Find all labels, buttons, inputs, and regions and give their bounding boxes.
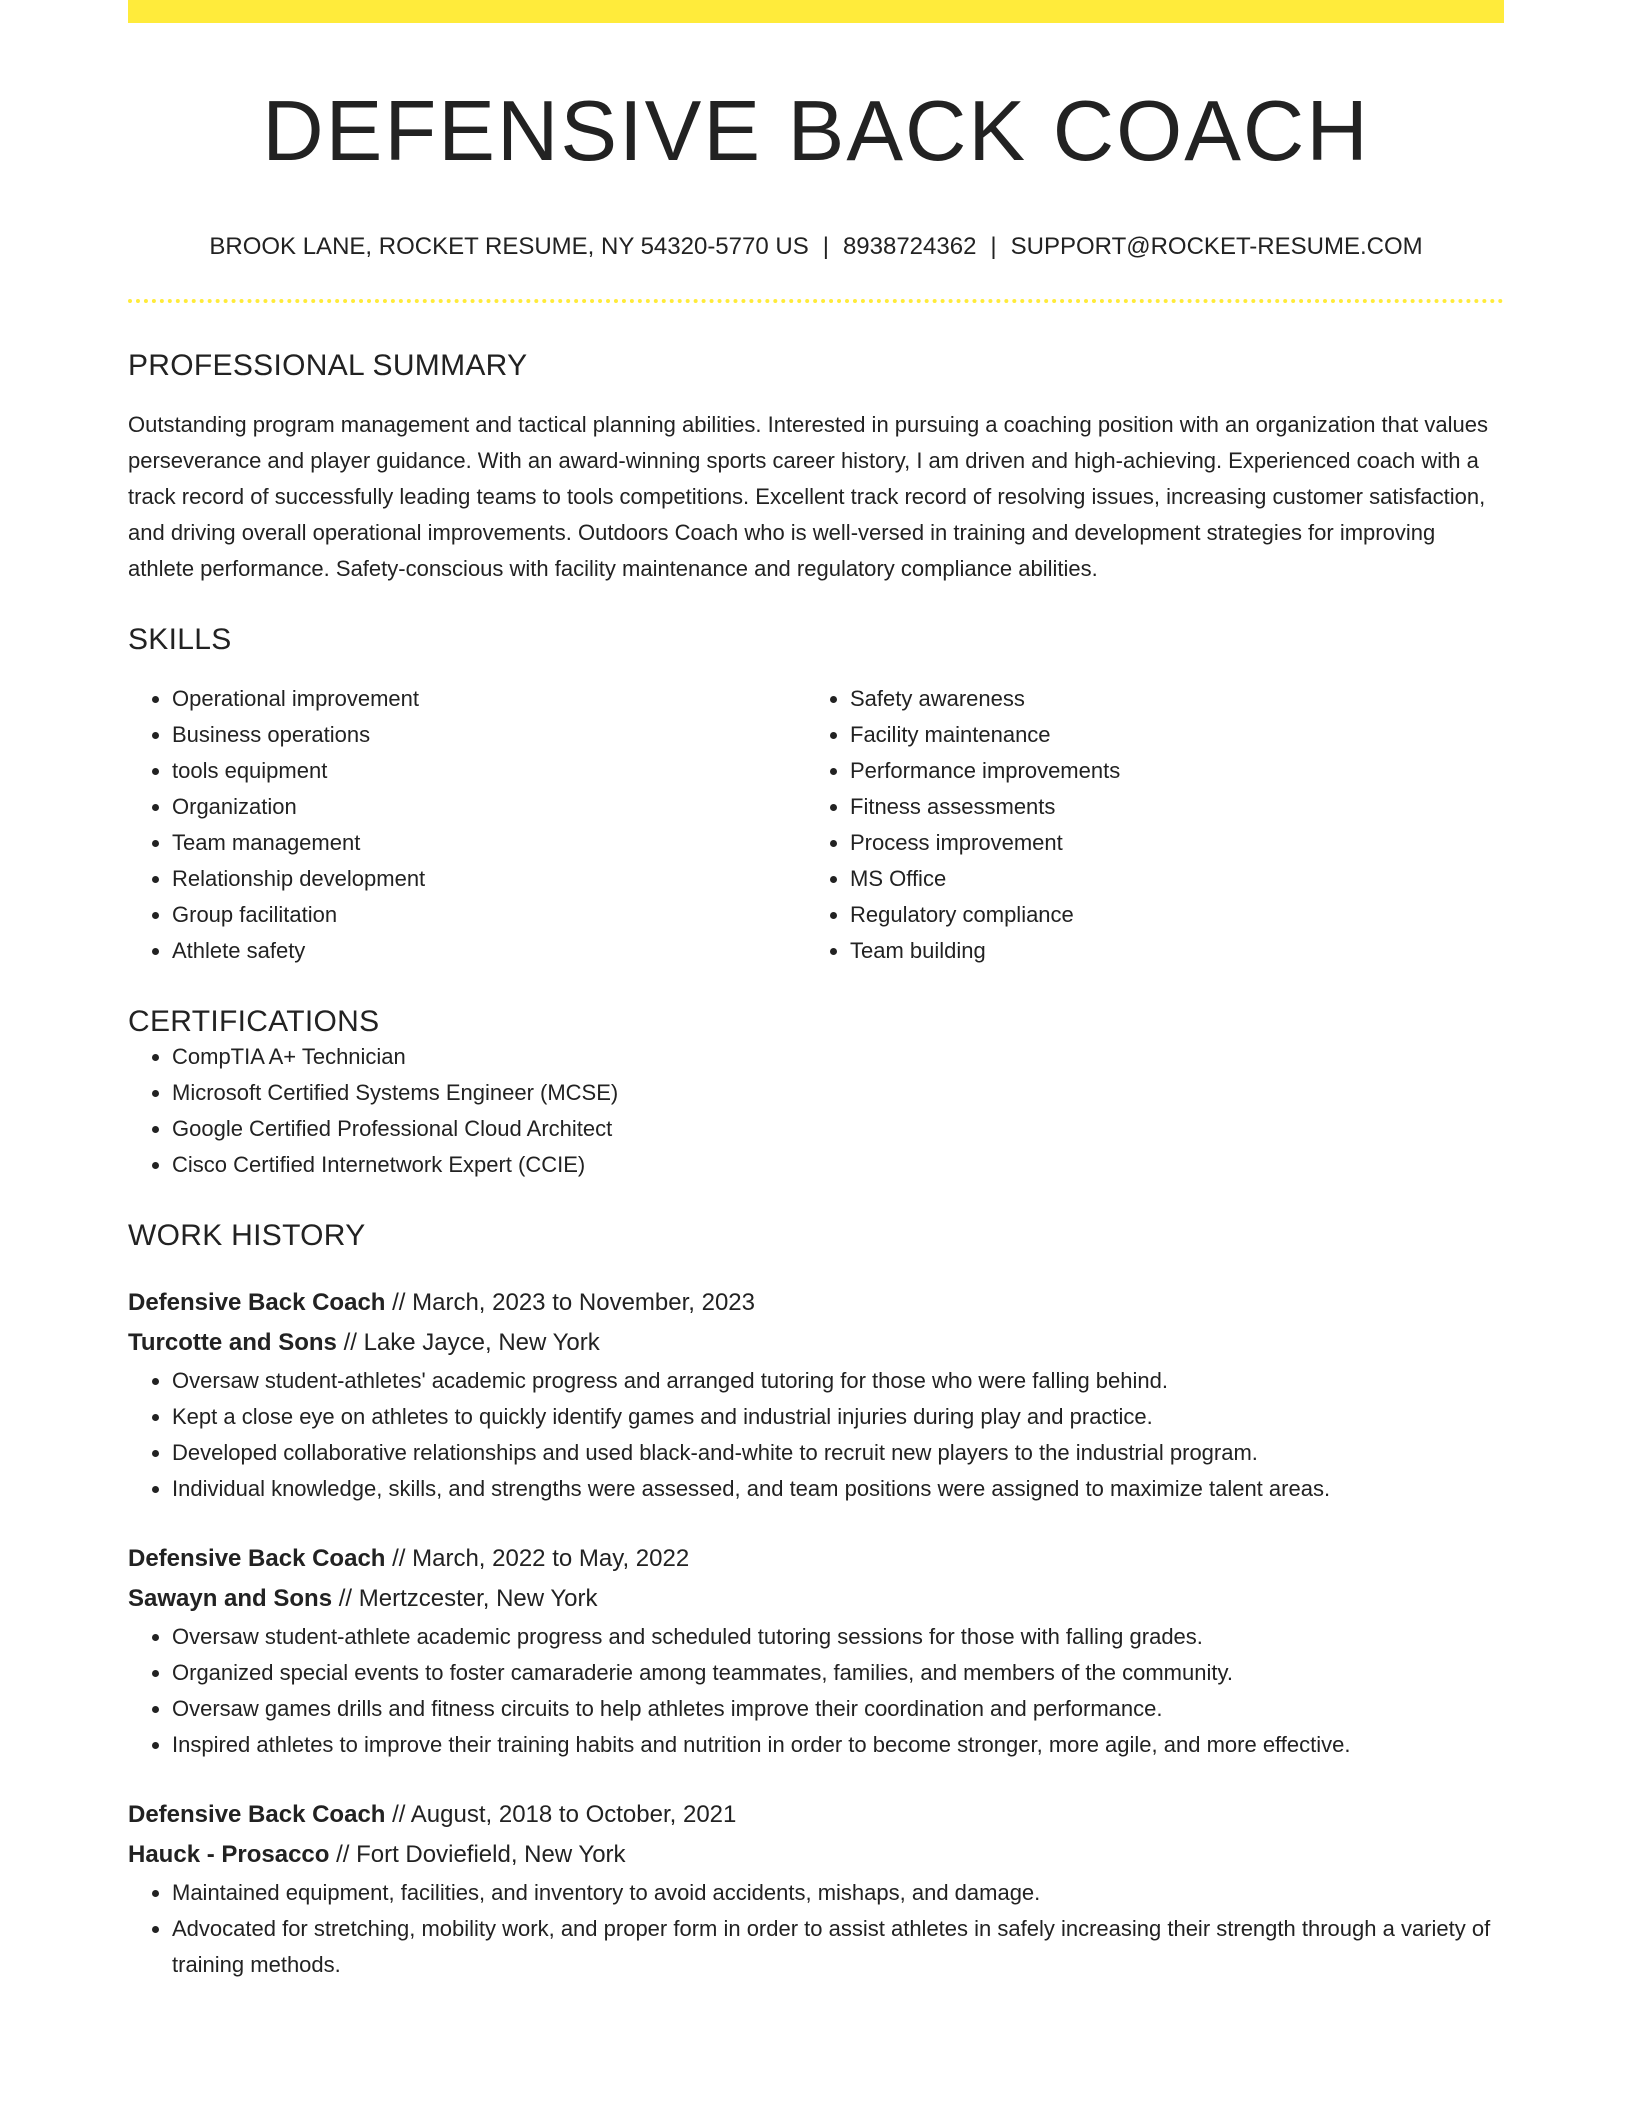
address: BROOK LANE, ROCKET RESUME, NY 54320-5770 US <box>209 232 809 260</box>
certification-item: • Google Certified Professional Cloud Architect <box>172 1111 1504 1147</box>
job-bullet: • Oversaw games drills and fitness circuits to help athletes improve their coordination and performance. <box>172 1691 1504 1727</box>
job-dates: // March, 2023 to November, 2023 <box>385 1289 755 1317</box>
job-company: Turcotte and Sons <box>128 1329 337 1357</box>
job-bullets <box>128 1875 1504 1983</box>
job-bullets <box>128 1363 1504 1507</box>
email: SUPPORT@ROCKET-RESUME.COM <box>1010 232 1423 260</box>
skill-item: • Relationship development <box>172 861 806 897</box>
job-location: // Lake Jayce, New York <box>336 1329 600 1357</box>
certification-item: • Cisco Certified Internetwork Expert (CCIE) <box>172 1147 1504 1183</box>
skills-column-right <box>806 681 1484 969</box>
job-company-line <box>128 1323 1504 1363</box>
job-bullet: • Kept a close eye on athletes to quickly identify games and industrial injuries during play and practice. <box>172 1399 1504 1435</box>
job-bullet: • Maintained equipment, facilities, and inventory to avoid accidents, mishaps, and damage. <box>172 1875 1504 1911</box>
skill-item: • Facility maintenance <box>850 717 1484 753</box>
job-bullet: • Oversaw student-athletes' academic progress and arranged tutoring for those who were falling behind. <box>172 1363 1504 1399</box>
skill-item: • Process improvement <box>850 825 1484 861</box>
skills-list-right <box>806 681 1484 969</box>
phone: 8938724362 <box>842 232 977 260</box>
job-dates: // March, 2022 to May, 2022 <box>385 1545 690 1573</box>
skill-item: • Safety awareness <box>850 681 1484 717</box>
skill-item: • Team building <box>850 933 1484 969</box>
job-entry <box>128 1283 1504 1507</box>
resume-name: DEFENSIVE BACK COACH <box>262 84 1370 179</box>
job-bullet: • Inspired athletes to improve their training habits and nutrition in order to become stronger, more agile, and more effective. <box>172 1727 1504 1763</box>
skill-item: • MS Office <box>850 861 1484 897</box>
skills-column-left <box>128 681 806 969</box>
skill-item: • Group facilitation <box>172 897 806 933</box>
skill-item: • Regulatory compliance <box>850 897 1484 933</box>
skills-title: SKILLS <box>128 623 232 657</box>
skill-item: • Team management <box>172 825 806 861</box>
job-role-line <box>128 1539 1504 1579</box>
job-location: // Mertzcester, New York <box>332 1585 598 1613</box>
skill-item: • Athlete safety <box>172 933 806 969</box>
summary-text: Outstanding program management and tactical planning abilities. Interested in pursuing a coaching position with an organization that values perseverance and player guidance. With an award-winning sports career history, I am driven and high-achieving. Experienced coach with a track record of successfully leading teams to tools competitions. Excellent track record of resolving issues, increasing customer satisfaction, and driving overall operational improvements. Outdoors Coach who is well-versed in training and development strategies for improving athlete performance. Safety-conscious with facility maintenance and regulatory compliance abilities. <box>128 412 1488 582</box>
summary-title: PROFESSIONAL SUMMARY <box>128 349 528 383</box>
contact-line <box>128 233 1504 262</box>
job-entry <box>128 1795 1504 1983</box>
job-location: // Fort Doviefield, New York <box>329 1841 626 1869</box>
certification-item: • Microsoft Certified Systems Engineer (MCSE) <box>172 1075 1504 1111</box>
contact-separator: | <box>990 232 997 260</box>
job-bullet: • Developed collaborative relationships and used black-and-white to recruit new players to the industrial program. <box>172 1435 1504 1471</box>
resume-page <box>128 0 1504 1983</box>
skill-item: • Operational improvement <box>172 681 806 717</box>
job-company-line <box>128 1835 1504 1875</box>
job-bullet: • Organized special events to foster camaraderie among teammates, families, and members of the community. <box>172 1655 1504 1691</box>
skills-grid <box>128 681 1504 969</box>
top-accent-bar <box>128 0 1504 23</box>
skill-item: • Performance improvements <box>850 753 1484 789</box>
job-bullet: • Individual knowledge, skills, and strengths were assessed, and team positions were assigned to maximize talent areas. <box>172 1471 1504 1507</box>
certifications-list <box>128 1039 1504 1183</box>
job-entry <box>128 1539 1504 1763</box>
skill-item: • Business operations <box>172 717 806 753</box>
certification-item: • CompTIA A+ Technician <box>172 1039 1504 1075</box>
skills-list-left <box>128 681 806 969</box>
job-bullets <box>128 1619 1504 1763</box>
job-role: Defensive Back Coach <box>128 1801 386 1829</box>
job-role-line <box>128 1795 1504 1835</box>
job-dates: // August, 2018 to October, 2021 <box>385 1801 737 1829</box>
work-history-title: WORK HISTORY <box>128 1219 366 1253</box>
skill-item: • Fitness assessments <box>850 789 1484 825</box>
job-role: Defensive Back Coach <box>128 1545 386 1573</box>
skill-item: • Organization <box>172 789 806 825</box>
job-role: Defensive Back Coach <box>128 1289 386 1317</box>
job-company: Sawayn and Sons <box>128 1585 333 1613</box>
job-bullet: • Oversaw student-athlete academic progress and scheduled tutoring sessions for those with falling grades. <box>172 1619 1504 1655</box>
header-divider <box>128 299 1504 303</box>
job-role-line <box>128 1283 1504 1323</box>
job-company: Hauck - Prosacco <box>128 1841 330 1869</box>
job-company-line <box>128 1579 1504 1619</box>
certifications-title: CERTIFICATIONS <box>128 1005 380 1039</box>
job-bullet: • Advocated for stretching, mobility work, and proper form in order to assist athletes in safely increasing their strength through a variety of training methods. <box>172 1911 1504 1983</box>
contact-separator: | <box>822 232 829 260</box>
skill-item: • tools equipment <box>172 753 806 789</box>
